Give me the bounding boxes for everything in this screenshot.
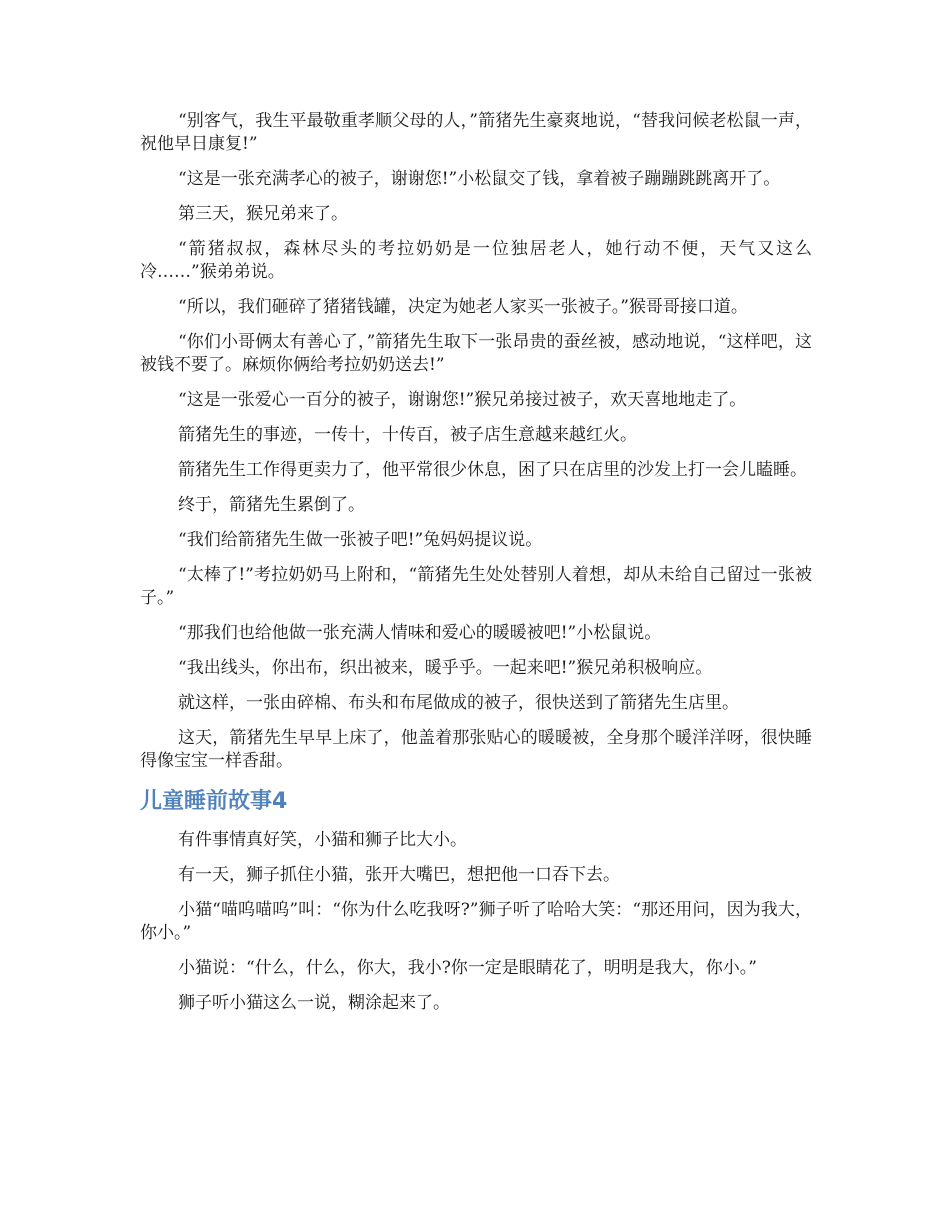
section-heading: 儿童睡前故事4 <box>140 789 288 814</box>
paragraph: “太棒了!”考拉奶奶马上附和，“箭猪先生处处替别人着想，却从未给自己留过一张被子。” <box>140 565 812 608</box>
paragraph: 小猫说：“什么，什么，你大，我小?你一定是眼睛花了，明明是我大，你小。” <box>178 958 757 978</box>
document-page <box>140 110 812 1027</box>
paragraph: 箭猪先生的事迹，一传十，十传百，被子店生意越来越红火。 <box>178 425 637 445</box>
paragraph: 这天，箭猪先生早早上床了，他盖着那张贴心的暖暖被，全身那个暖洋洋呀，很快睡得像宝宝一样香甜。 <box>140 728 812 771</box>
paragraph: “你们小哥俩太有善心了，”箭猪先生取下一张昂贵的蚕丝被，感动地说，“这样吧，这被钱不要了。麻烦你俩给考拉奶奶送去!” <box>140 332 812 375</box>
paragraph: “我出线头，你出布，织出被来，暖乎乎。一起来吧!”猴兄弟积极响应。 <box>178 658 713 678</box>
paragraph: “别客气，我生平最敬重孝顺父母的人，”箭猪先生豪爽地说，“替我问候老松鼠一声，祝他早日康复!” <box>140 111 812 154</box>
paragraph: “我们给箭猪先生做一张被子吧!”兔妈妈提议说。 <box>178 530 543 550</box>
paragraph: 小猫“喵呜喵呜”叫：“你为什么吃我呀?”狮子听了哈哈大笑：“那还用问，因为我大，你小。” <box>140 900 812 943</box>
paragraph: “那我们也给他做一张充满人情味和爱心的暖暖被吧!”小松鼠说。 <box>178 623 662 643</box>
paragraph: “箭猪叔叔，森林尽头的考拉奶奶是一位独居老人，她行动不便，天气又这么冷……”猴弟弟说。 <box>140 239 812 282</box>
paragraph: “这是一张充满孝心的被子，谢谢您!”小松鼠交了钱，拿着被子蹦蹦跳跳离开了。 <box>178 169 781 189</box>
paragraph: 箭猪先生工作得更卖力了，他平常很少休息，困了只在店里的沙发上打一会儿瞌睡。 <box>178 460 807 480</box>
paragraph: 狮子听小猫这么一说，糊涂起来了。 <box>178 993 450 1013</box>
paragraph: “这是一张爱心一百分的被子，谢谢您!”猴兄弟接过被子，欢天喜地地走了。 <box>178 390 747 410</box>
paragraph: 有一天，狮子抓住小猫，张开大嘴巴，想把他一口吞下去。 <box>178 865 620 885</box>
paragraph: 有件事情真好笑，小猫和狮子比大小。 <box>178 830 467 850</box>
paragraph: 就这样，一张由碎棉、布头和布尾做成的被子，很快送到了箭猪先生店里。 <box>178 693 739 713</box>
paragraph: “所以，我们砸碎了猪猪钱罐，决定为她老人家买一张被子。”猴哥哥接口道。 <box>178 297 748 317</box>
paragraph: 终于，箭猪先生累倒了。 <box>178 495 365 515</box>
paragraph: 第三天，猴兄弟来了。 <box>178 204 348 224</box>
